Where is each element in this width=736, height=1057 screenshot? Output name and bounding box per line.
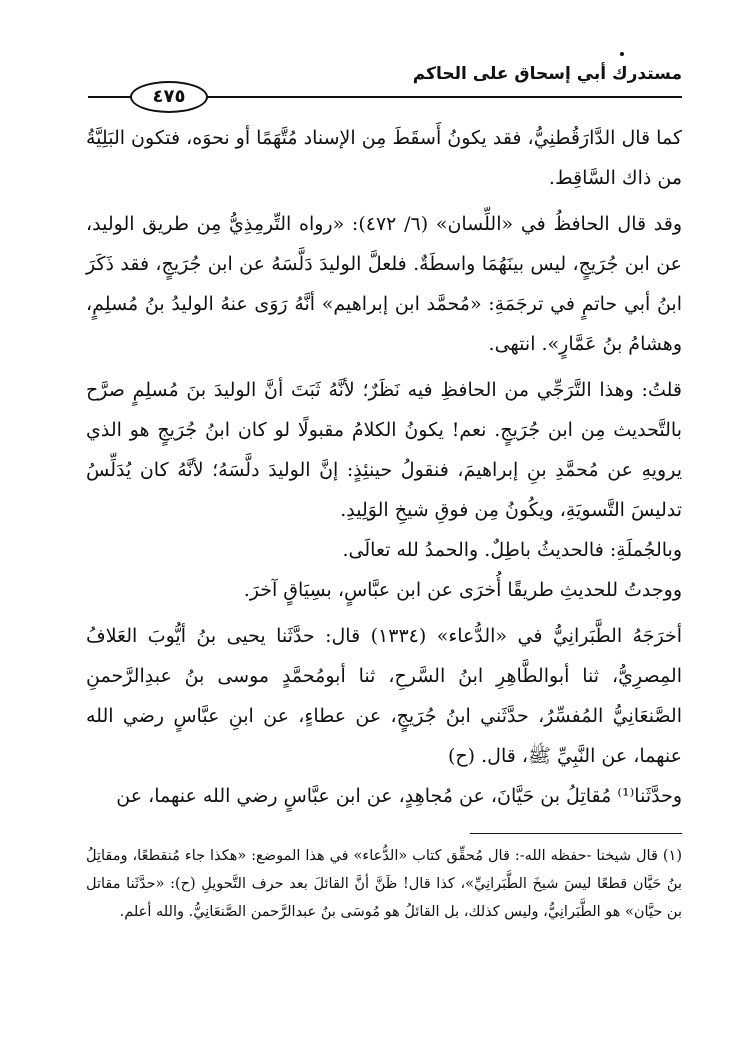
footnote (86, 842, 682, 926)
paragraph-3: قلتُ: وهذا التَّرَجِّي من الحافظِ فيه نَظَرٌ؛ لأنَّهُ ثَبَتَ أنَّ الوليدَ بنَ مُسلِمٍ صرَّح بالتَّحديث مِن ابن جُرَيجٍ. نعم! يكونُ الكلامُ مقبولًا لو كان ابنُ جُرَيجٍ هو الذي يرويهِ عن مُحمَّدِ بنِ إبراهيمَ، فنقولُ حينئِذٍ: إنَّ الوليدَ دلَّسَهُ؛ لأنَّهُ كان يُدَلِّسُ تدليسَ التَّسويَةِ، ويكُونُ مِن فوقِ شيخِ الوَلِيدِ. (86, 379, 682, 521)
header-ornament-dot (620, 52, 624, 56)
paragraph-6: أخرَجَهُ الطَّبَرانِيُّ في «الدُّعاء» (١٣٣٤) قال: حدَّثَنا يحيى بنُ أيُّوبَ العَلافُ المِصرِيُّ، ثنا أبوالطَّاهِرِ ابنُ السَّرحِ، ثنا أبومُحمَّدٍ موسى بنُ عبدِالرَّحمنِ الصَّنعَانِيُّ المُفسِّرُ، حدَّثَني ابنُ جُرَيجٍ، عن عطاءٍ، عن ابنِ عبَّاسٍ رضي الله عنهما، عن النَّبِيِّ ﷺ، قال. (ح) (86, 625, 682, 767)
paragraph-2: وقد قال الحافظُ في «اللِّسان» (٦/ ٤٧٢): «رواه التِّرمِذِيُّ مِن طريق الوليد، عن ابن جُرَيجٍ، ليس بينَهُمَا واسطَةٌ. فلعلَّ الوليدَ دَلَّسَهُ عن ابن جُرَيجٍ، فقد ذَكَرَ ابنُ أبي حاتمٍ في ترجَمَةِ: «مُحمَّد ابن إبراهيم» أنَّهُ رَوَى عنهُ الوليدُ بنُ مُسلِمٍ، وهشامُ بنُ عَمَّارٍ». انتهى. (86, 213, 682, 355)
paragraph-1: كما قال الدَّارَقُطنِيُّ، فقد يكونُ أَسقَطَ مِن الإسناد مُتَّهَمًا أو نحوَه، فتكون البَلِيَّةُ من ذاك السَّاقِط. (86, 127, 682, 189)
paragraph-5: ووجدتُ للحديثِ طريقًا أُخرَى عن ابن عبَّاسٍ، بسِيَاقٍ آخرَ. (243, 579, 682, 601)
page-number-badge: ٤٧٥ (130, 81, 208, 113)
page-header (88, 52, 682, 108)
running-book-title: مستدرك أبي إسحاق على الحاكم (412, 64, 682, 84)
footnote-1: (١) قال شيخنا -حفظه الله-: قال مُحقِّق كتاب «الدُّعاء» في هذا الموضع: «هكذا جاء مُنقطعًا، ومقاتِلُ بنُ حَيَّان قطعًا ليسَ شيخَ الطَّبَرانِيِّ»، كذا قال! ظَنَّ أنَّ القائلَ بعد حرف التَّحويلِ (ح): «حدَّثَنا مقاتل بن حيَّان» هو الطَّبَرانِيُّ، وليس كذلك، بل القائلُ هو مُوسَى بنُ عبدالرَّحمن الصَّنعَانِيُّ. والله أعلم. (86, 848, 682, 920)
paragraph-7: وحدَّثَنا⁽¹⁾ مُقاتِلُ بن حَيَّانَ، عن مُجاهِدٍ، عن ابن عبَّاسٍ رضي الله عنهما، عن (116, 785, 682, 807)
paragraph-4: وبالجُملَةِ: فالحديثُ باطِلٌ. والحمدُ لله تعالَى. (342, 539, 682, 561)
footnote-separator (470, 833, 682, 834)
main-text (86, 118, 682, 816)
